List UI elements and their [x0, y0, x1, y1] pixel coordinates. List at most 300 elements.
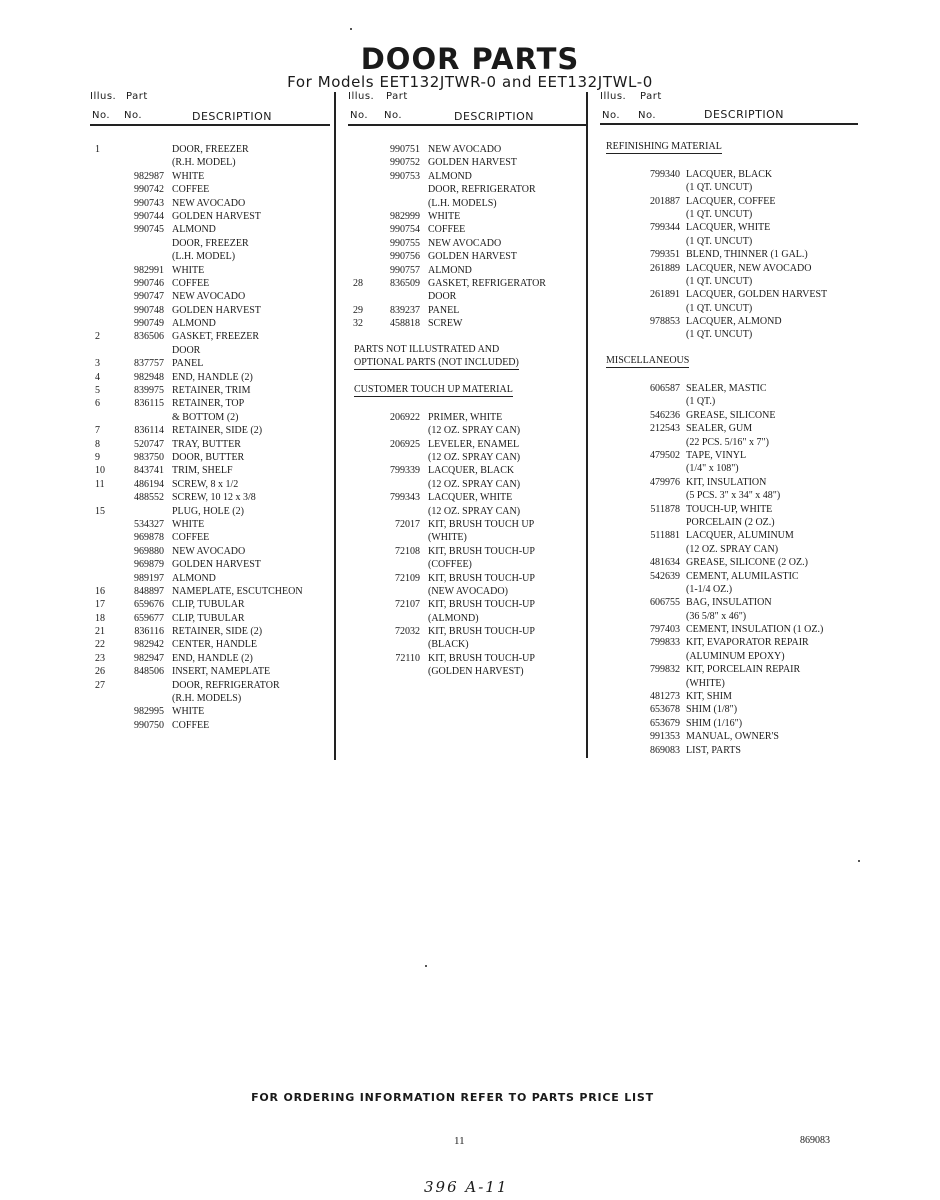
parts-row	[600, 556, 860, 569]
parts-row	[90, 223, 330, 236]
form-number: 869083	[800, 1135, 830, 1146]
part-description: RETAINER, SIDE (2)	[172, 626, 263, 638]
parts-row	[90, 679, 330, 692]
scan-speck	[425, 965, 427, 967]
part-number: 848506	[134, 666, 164, 678]
part-description: GREASE, SILICONE (2 OZ.)	[686, 557, 808, 569]
illus-number: 7	[95, 425, 100, 437]
part-number: 212543	[650, 423, 680, 435]
part-description: (22 PCS. 5/16" x 7")	[686, 436, 769, 448]
part-description: ALMOND	[428, 170, 472, 182]
parts-row	[348, 143, 586, 156]
part-description: DOOR	[428, 291, 457, 303]
part-number: 799351	[650, 249, 680, 261]
parts-row	[600, 168, 860, 181]
part-no-label: No.	[384, 110, 403, 121]
part-description: CLIP, TUBULAR	[172, 612, 245, 624]
parts-row	[600, 636, 860, 649]
part-number: 72109	[395, 572, 420, 584]
parts-row	[600, 181, 860, 194]
part-description: (36 5/8" x 46")	[686, 610, 747, 622]
parts-row	[600, 610, 860, 623]
part-label: Part	[126, 91, 148, 102]
header-rule	[90, 124, 330, 126]
part-number: 659676	[134, 599, 164, 611]
part-description: LACQUER, BLACK	[428, 465, 515, 477]
illus-number: 1	[95, 144, 100, 155]
part-description: & BOTTOM (2)	[172, 411, 239, 423]
parts-row	[348, 598, 586, 611]
parts-row	[600, 208, 860, 221]
parts-row	[600, 717, 860, 730]
part-number: 990746	[134, 277, 164, 289]
part-description: LACQUER, ALUMINUM	[686, 530, 794, 542]
parts-row	[348, 545, 586, 558]
parts-row	[90, 545, 330, 558]
part-description: GREASE, SILICONE	[686, 409, 776, 421]
parts-row	[348, 558, 586, 571]
parts-row	[348, 264, 586, 277]
parts-row	[348, 197, 586, 210]
part-description: DOOR, FREEZER	[172, 237, 249, 249]
parts-row	[348, 638, 586, 651]
part-number: 546236	[650, 409, 680, 421]
parts-row	[90, 237, 330, 250]
part-description: GOLDEN HARVEST	[428, 251, 517, 263]
illus-no-label: No.	[602, 110, 621, 121]
part-description: PRIMER, WHITE	[428, 411, 503, 423]
part-number: 990749	[134, 318, 164, 330]
part-description: DOOR, REFRIGERATOR	[428, 184, 536, 196]
part-number: 797403	[650, 624, 680, 636]
parts-row	[600, 248, 860, 261]
optional-parts-heading: OPTIONAL PARTS (NOT INCLUDED)	[354, 357, 519, 369]
illus-number: 23	[95, 652, 105, 664]
part-description: (ALUMINUM EPOXY)	[686, 650, 785, 662]
parts-row	[90, 371, 330, 384]
page-number: 11	[454, 1135, 465, 1147]
part-description: KIT, BRUSH TOUCH UP	[428, 518, 535, 530]
description-label: DESCRIPTION	[454, 110, 534, 123]
part-number: 843741	[134, 465, 164, 477]
part-number: 989197	[134, 572, 164, 584]
parts-row	[600, 570, 860, 583]
part-number: 982948	[134, 371, 164, 383]
part-description: KIT, BRUSH TOUCH-UP	[428, 572, 535, 584]
part-description: SEALER, MASTIC	[686, 383, 767, 395]
parts-row	[600, 235, 860, 248]
illus-number: 28	[353, 277, 363, 289]
part-description: TRIM, SHELF	[172, 465, 233, 477]
part-description: KIT, SHIM	[686, 691, 732, 703]
part-number: 978853	[650, 316, 680, 328]
part-number: 606755	[650, 597, 680, 609]
parts-row	[348, 183, 586, 196]
column-header	[600, 91, 860, 125]
parts-row	[600, 328, 860, 341]
part-description: (12 OZ. SPRAY CAN)	[428, 451, 521, 463]
parts-row	[600, 503, 860, 516]
part-number: 534327	[134, 518, 164, 530]
parts-list	[90, 143, 330, 732]
part-description: (1-1/4 OZ.)	[686, 583, 733, 595]
part-number: 486194	[134, 478, 164, 490]
part-description: SEALER, GUM	[686, 423, 753, 435]
parts-row	[600, 275, 860, 288]
parts-row	[600, 730, 860, 743]
parts-row	[90, 705, 330, 718]
part-description: (1 QT. UNCUT)	[686, 235, 753, 247]
part-description: NEW AVOCADO	[172, 197, 246, 209]
part-number: 72108	[395, 545, 420, 557]
part-number: 653679	[650, 717, 680, 729]
part-number: 542639	[650, 570, 680, 582]
parts-row	[348, 290, 586, 303]
part-description: CEMENT, ALUMILASTIC	[686, 570, 799, 582]
part-label: Part	[386, 91, 408, 102]
part-number: 799832	[650, 664, 680, 676]
parts-row	[90, 518, 330, 531]
part-description: BAG, INSULATION	[686, 597, 772, 609]
part-number: 799340	[650, 168, 680, 180]
part-description: WHITE	[172, 170, 205, 182]
parts-row	[90, 344, 330, 357]
part-number: 261889	[650, 262, 680, 274]
parts-row	[90, 143, 330, 156]
illus-label: Illus.	[600, 91, 627, 102]
parts-row	[90, 183, 330, 196]
part-number: 836509	[390, 277, 420, 289]
parts-row	[348, 237, 586, 250]
part-description: (1 QT. UNCUT)	[686, 182, 753, 194]
parts-row	[348, 531, 586, 544]
part-number: 799344	[650, 222, 680, 234]
parts-row	[600, 489, 860, 502]
part-number: 848897	[134, 585, 164, 597]
part-no-label: No.	[638, 110, 657, 121]
part-description: PANEL	[428, 304, 460, 316]
part-number: 799833	[650, 637, 680, 649]
parts-row	[90, 317, 330, 330]
parts-row	[600, 516, 860, 529]
scan-speck	[350, 28, 352, 30]
part-description: RETAINER, TRIM	[172, 385, 251, 397]
parts-row	[600, 476, 860, 489]
parts-row	[348, 210, 586, 223]
part-description: DOOR, FREEZER	[172, 144, 249, 155]
part-description: DOOR, BUTTER	[172, 451, 245, 463]
parts-row	[90, 156, 330, 169]
part-number: 659677	[134, 612, 164, 624]
part-number: 982987	[134, 170, 164, 182]
parts-row	[90, 505, 330, 518]
parts-row	[600, 677, 860, 690]
part-number: 983750	[134, 451, 164, 463]
part-description: SCREW, 8 x 1/2	[172, 478, 239, 490]
parts-row	[90, 170, 330, 183]
parts-row	[90, 598, 330, 611]
parts-row	[348, 250, 586, 263]
parts-row	[600, 650, 860, 663]
column-divider-2	[586, 92, 588, 758]
part-description: (1 QT. UNCUT)	[686, 329, 753, 341]
page-title: DOOR PARTS	[360, 42, 580, 76]
part-description: END, HANDLE (2)	[172, 652, 253, 664]
part-description: TOUCH-UP, WHITE	[686, 503, 773, 515]
parts-row	[90, 625, 330, 638]
part-number: 982999	[390, 210, 420, 222]
parts-row	[600, 596, 860, 609]
part-number: 990757	[390, 264, 420, 276]
part-number: 481273	[650, 691, 680, 703]
parts-list	[600, 141, 860, 757]
part-description: (L.H. MODELS)	[428, 197, 497, 209]
part-number: 990748	[134, 304, 164, 316]
parts-row	[348, 518, 586, 531]
parts-row	[90, 411, 330, 424]
part-description: DOOR	[172, 344, 201, 356]
part-description: SHIM (1/8")	[686, 704, 738, 716]
part-description: LACQUER, WHITE	[428, 492, 513, 504]
part-description: (12 OZ. SPRAY CAN)	[428, 478, 521, 490]
parts-row	[348, 625, 586, 638]
parts-column-2	[348, 91, 586, 678]
part-description: PLUG, HOLE (2)	[172, 505, 244, 517]
parts-row	[600, 195, 860, 208]
handwritten-note: 396 A-11	[424, 1178, 509, 1196]
illus-number: 2	[95, 331, 100, 343]
part-number: 458818	[390, 318, 420, 330]
part-description: (ALMOND)	[428, 612, 479, 624]
part-description: (R.H. MODEL)	[172, 157, 236, 169]
parts-row	[600, 462, 860, 475]
illus-number: 18	[95, 612, 105, 624]
part-description: SHIM (1/16")	[686, 717, 743, 729]
part-number: 982991	[134, 264, 164, 276]
page-subtitle: For Models EET132JTWR-0 and EET132JTWL-0	[287, 73, 653, 91]
part-description: SCREW	[428, 318, 463, 330]
parts-row	[348, 304, 586, 317]
part-description: (BLACK)	[428, 639, 469, 651]
parts-row	[348, 451, 586, 464]
illus-number: 10	[95, 465, 105, 477]
miscellaneous-heading: MISCELLANEOUS	[606, 355, 690, 367]
part-description: WHITE	[172, 706, 205, 718]
parts-row	[600, 529, 860, 542]
parts-row	[600, 262, 860, 275]
illus-number: 9	[95, 451, 100, 463]
parts-row	[600, 663, 860, 676]
part-number: 479976	[650, 476, 680, 488]
part-number: 990753	[390, 170, 420, 182]
part-description: RETAINER, SIDE (2)	[172, 425, 263, 437]
part-description: DOOR, REFRIGERATOR	[172, 679, 280, 691]
part-number: 990742	[134, 184, 164, 196]
parts-row	[90, 290, 330, 303]
part-number: 479502	[650, 449, 680, 461]
part-number: 488552	[134, 492, 164, 504]
parts-row	[600, 744, 860, 757]
part-number: 481634	[650, 557, 680, 569]
part-description: WHITE	[172, 264, 205, 276]
part-description: (1 QT. UNCUT)	[686, 302, 753, 314]
part-description: KIT, BRUSH TOUCH-UP	[428, 599, 535, 611]
parts-row	[90, 397, 330, 410]
parts-row	[348, 438, 586, 451]
part-number: 990744	[134, 210, 164, 222]
part-description: KIT, BRUSH TOUCH-UP	[428, 652, 535, 664]
parts-row	[90, 210, 330, 223]
illus-number: 6	[95, 398, 100, 410]
parts-row	[348, 572, 586, 585]
parts-column-1	[90, 91, 330, 731]
part-description: PANEL	[172, 358, 204, 370]
parts-row	[90, 277, 330, 290]
illus-number: 26	[95, 666, 105, 678]
parts-row	[348, 317, 586, 330]
part-number: 72107	[395, 599, 420, 611]
parts-row	[348, 277, 586, 290]
part-number: 990755	[390, 237, 420, 249]
part-description: END, HANDLE (2)	[172, 371, 253, 383]
part-number: 869083	[650, 744, 680, 756]
part-description: NEW AVOCADO	[428, 237, 502, 249]
parts-row	[348, 478, 586, 491]
part-number: 990747	[134, 291, 164, 303]
illus-number: 17	[95, 599, 105, 611]
part-no-label: No.	[124, 110, 143, 121]
part-description: LEVELER, ENAMEL	[428, 438, 520, 450]
part-description: (NEW AVOCADO)	[428, 585, 508, 597]
parts-row	[348, 170, 586, 183]
part-description: (12 OZ. SPRAY CAN)	[428, 505, 521, 517]
part-description: NAMEPLATE, ESCUTCHEON	[172, 585, 303, 597]
part-number: 261891	[650, 289, 680, 301]
part-number: 201887	[650, 195, 680, 207]
part-description: COFFEE	[428, 224, 466, 236]
part-number: 991353	[650, 731, 680, 743]
illus-label: Illus.	[348, 91, 375, 102]
part-number: 839237	[390, 304, 420, 316]
parts-column-3	[600, 91, 860, 756]
parts-row	[600, 690, 860, 703]
parts-row	[90, 531, 330, 544]
part-description: INSERT, NAMEPLATE	[172, 666, 271, 678]
illus-number: 3	[95, 358, 100, 370]
illus-label: Illus.	[90, 91, 117, 102]
parts-row	[90, 438, 330, 451]
part-number: 72017	[395, 518, 420, 530]
part-description: GOLDEN HARVEST	[172, 304, 261, 316]
part-number: 837757	[134, 358, 164, 370]
part-description: NEW AVOCADO	[172, 291, 246, 303]
part-description: LACQUER, GOLDEN HARVEST	[686, 289, 828, 301]
part-description: (5 PCS. 3" x 34" x 48")	[686, 490, 781, 502]
part-number: 969880	[134, 545, 164, 557]
part-description: CENTER, HANDLE	[172, 639, 257, 651]
part-number: 799339	[390, 465, 420, 477]
part-number: 836506	[134, 331, 164, 343]
parts-row	[90, 250, 330, 263]
part-description: LACQUER, COFFEE	[686, 195, 776, 207]
part-description: LACQUER, BLACK	[686, 168, 773, 180]
header-rule	[600, 123, 858, 125]
part-number: 839975	[134, 385, 164, 397]
part-description: TRAY, BUTTER	[172, 438, 241, 450]
part-number: 836115	[134, 398, 164, 410]
part-number: 990750	[134, 719, 164, 731]
part-description: TAPE, VINYL	[686, 449, 747, 461]
parts-row	[600, 382, 860, 395]
part-number: 990752	[390, 157, 420, 169]
part-description: WHITE	[428, 210, 461, 222]
parts-row	[348, 585, 586, 598]
parts-row	[348, 411, 586, 424]
part-description: ALMOND	[428, 264, 472, 276]
parts-row	[90, 478, 330, 491]
parts-row	[90, 357, 330, 370]
parts-row	[600, 422, 860, 435]
part-description: (WHITE)	[428, 532, 467, 544]
part-description: KIT, PORCELAIN REPAIR	[686, 664, 801, 676]
part-description: CEMENT, INSULATION (1 OZ.)	[686, 624, 824, 636]
part-number: 982995	[134, 706, 164, 718]
part-number: 206925	[390, 438, 420, 450]
part-description: (1/4" x 108")	[686, 463, 739, 475]
part-description: LACQUER, WHITE	[686, 222, 771, 234]
part-description: PORCELAIN (2 OZ.)	[686, 516, 775, 528]
parts-row	[600, 543, 860, 556]
part-description: (1 QT. UNCUT)	[686, 275, 753, 287]
parts-row	[348, 612, 586, 625]
part-number: 72110	[395, 652, 420, 664]
parts-row	[90, 665, 330, 678]
part-description: BLEND, THINNER (1 GAL.)	[686, 249, 808, 261]
part-number: 836116	[134, 626, 164, 638]
illus-no-label: No.	[350, 110, 369, 121]
illus-number: 22	[95, 639, 105, 651]
part-description: ALMOND	[172, 572, 216, 584]
column-divider-1	[334, 92, 336, 760]
parts-row	[90, 304, 330, 317]
refinishing-heading: REFINISHING MATERIAL	[606, 141, 722, 152]
parts-row	[348, 156, 586, 169]
parts-row	[348, 491, 586, 504]
illus-number: 32	[353, 318, 363, 330]
description-label: DESCRIPTION	[704, 108, 784, 121]
illus-no-label: No.	[92, 110, 111, 121]
parts-row	[600, 409, 860, 422]
part-number: 990756	[390, 251, 420, 263]
part-number: 520747	[134, 438, 164, 450]
part-description: (R.H. MODELS)	[172, 693, 242, 705]
part-description: KIT, EVAPORATOR REPAIR	[686, 637, 809, 649]
touchup-heading: CUSTOMER TOUCH UP MATERIAL	[354, 384, 513, 396]
part-description: (12 OZ. SPRAY CAN)	[686, 543, 779, 555]
illus-number: 5	[95, 385, 100, 397]
parts-row	[600, 221, 860, 234]
part-description: (COFFEE)	[428, 559, 472, 571]
part-description: LACQUER, ALMOND	[686, 316, 782, 328]
parts-row	[90, 585, 330, 598]
part-description: GASKET, FREEZER	[172, 331, 260, 343]
parts-row	[348, 665, 586, 678]
parts-row	[348, 652, 586, 665]
part-description: (1 QT. UNCUT)	[686, 208, 753, 220]
parts-row	[600, 449, 860, 462]
parts-row	[90, 652, 330, 665]
part-description: SCREW, 10 12 x 3/8	[172, 492, 256, 504]
